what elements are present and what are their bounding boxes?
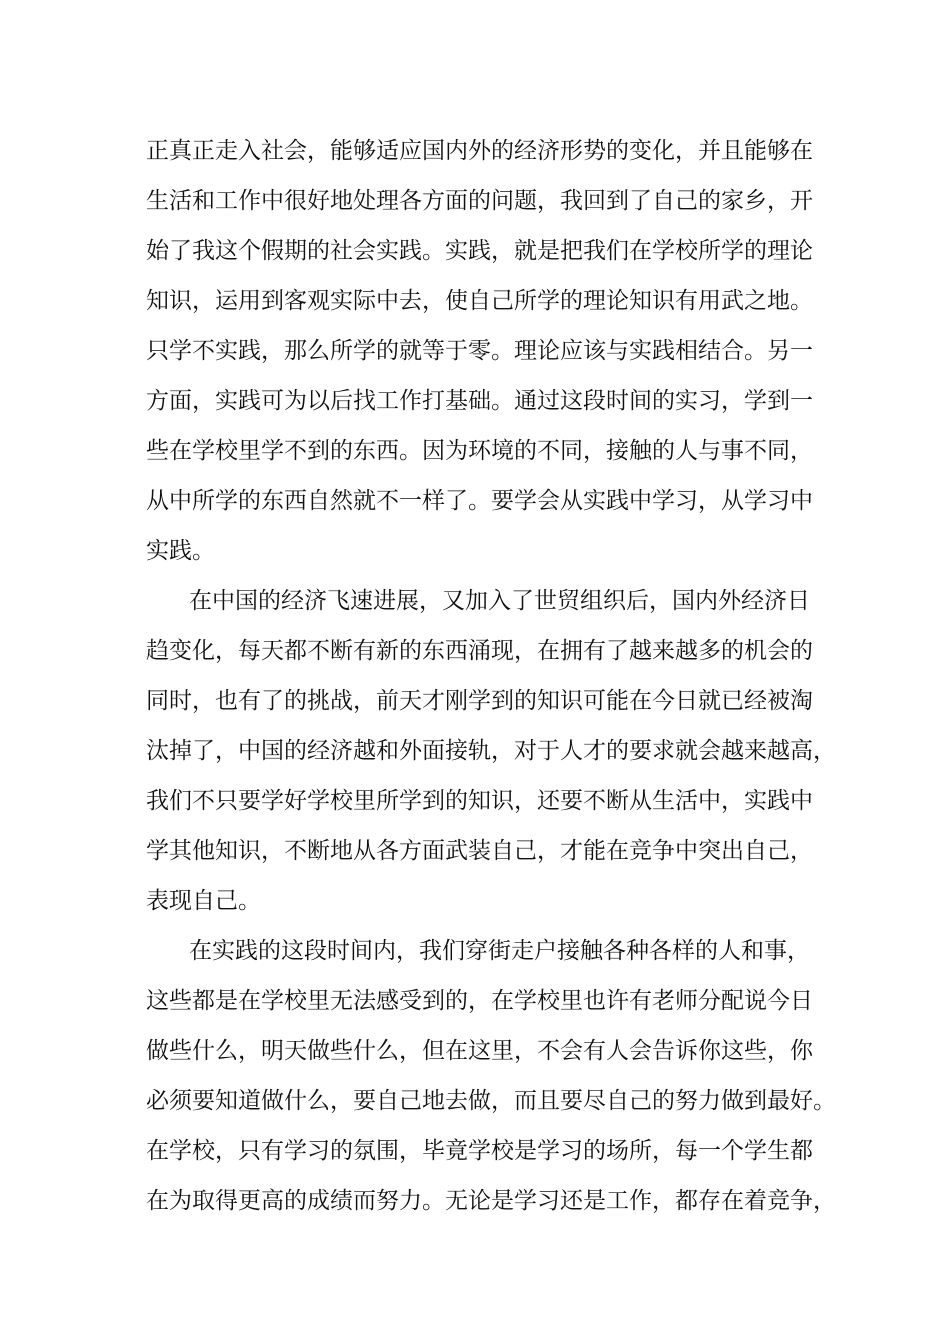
paragraph-2-line-7: 表现自己。	[146, 888, 261, 914]
paragraph-2-line-2: 趋变化，每天都不断有新的东西涌现，在拥有了越来越多的机会的	[146, 638, 813, 664]
paragraph-1-line-6: 方面，实践可为以后找工作打基础。通过这段时间的实习，学到一	[146, 388, 813, 414]
paragraph-3-line-5: 在学校，只有学习的氛围，毕竟学校是学习的场所，每一个学生都	[146, 1138, 813, 1164]
paragraph-1-line-1: 正真正走入社会，能够适应国内外的经济形势的变化，并且能够在	[146, 138, 813, 164]
paragraph-1-line-7: 些在学校里学不到的东西。因为环境的不同，接触的人与事不同，	[146, 438, 813, 464]
paragraph-1-line-5: 只学不实践，那么所学的就等于零。理论应该与实践相结合。另一	[146, 338, 813, 364]
paragraph-3-line-4: 必须要知道做什么，要自己地去做，而且要尽自己的努力做到最好。	[146, 1088, 836, 1114]
paragraph-2-line-3: 同时，也有了的挑战，前天才刚学到的知识可能在今日就已经被淘	[146, 688, 813, 714]
paragraph-3-line-2: 这些都是在学校里无法感受到的，在学校里也许有老师分配说今日	[146, 988, 813, 1014]
paragraph-1-line-8: 从中所学的东西自然就不一样了。要学会从实践中学习，从学习中	[146, 488, 813, 514]
paragraph-2-line-1: 在中国的经济飞速进展，又加入了世贸组织后，国内外经济日	[189, 588, 810, 614]
paragraph-1-line-4: 知识，运用到客观实际中去，使自己所学的理论知识有用武之地。	[146, 288, 813, 314]
paragraph-3-line-3: 做些什么，明天做些什么，但在这里，不会有人会告诉你这些，你	[146, 1038, 813, 1064]
paragraph-1-line-3: 始了我这个假期的社会实践。实践，就是把我们在学校所学的理论	[146, 238, 813, 264]
paragraph-1-line-9: 实践。	[146, 538, 215, 564]
paragraph-2-line-4: 汰掉了，中国的经济越和外面接轨，对于人才的要求就会越来越高，	[146, 738, 836, 764]
paragraph-2-line-6: 学其他知识，不断地从各方面武装自己，才能在竞争中突出自己，	[146, 838, 813, 864]
paragraph-1-line-2: 生活和工作中很好地处理各方面的问题，我回到了自己的家乡，开	[146, 188, 813, 214]
paragraph-3-line-6: 在为取得更高的成绩而努力。无论是学习还是工作，都存在着竞争，	[146, 1188, 836, 1214]
paragraph-2-line-5: 我们不只要学好学校里所学到的知识，还要不断从生活中，实践中	[146, 788, 813, 814]
paragraph-3-line-1: 在实践的这段时间内，我们穿街走户接触各种各样的人和事，	[189, 938, 810, 964]
